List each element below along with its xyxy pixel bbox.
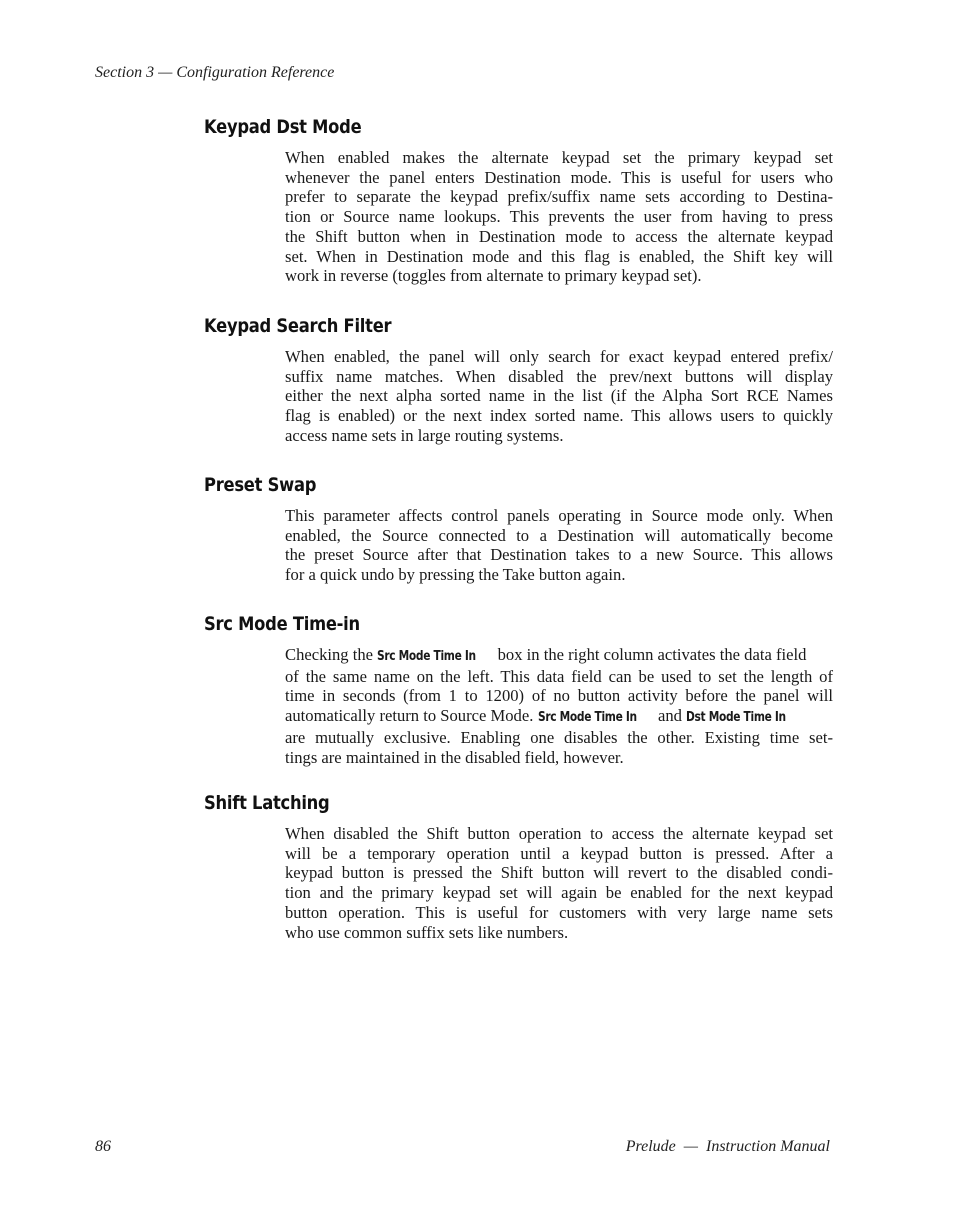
text-line: will be a temporary operation until a keypad button is pressed. After a — [285, 843, 833, 863]
heading-shift-latching: Shift Latching — [204, 792, 330, 814]
paragraph-shift-latching — [285, 824, 833, 942]
text-line: tion or Source name lookups. This prevents the user from having to press — [285, 207, 833, 227]
text-line: the Shift button when in Destination mode to access the alternate keypad — [285, 226, 833, 246]
text-line — [285, 706, 833, 728]
text-line: prefer to separate the keypad prefix/suffix name sets according to Destina- — [285, 187, 833, 207]
text-line: suffix name matches. When disabled the prev/next buttons will display — [285, 366, 833, 386]
paragraph-keypad-dst-mode — [285, 148, 833, 286]
text-fragment: box in the right column activates the data field — [497, 645, 807, 664]
paragraph-preset-swap — [285, 506, 833, 585]
text-line: tion and the primary keypad set will again be enabled for the next keypad — [285, 883, 833, 903]
text-line: enabled, the Source connected to a Destination will automatically become — [285, 525, 833, 545]
text-line: who use common suffix sets like numbers. — [285, 922, 569, 942]
text-line: work in reverse (toggles from alternate to primary keypad set). — [285, 266, 702, 286]
text-line: time in seconds (from 1 to 1200) of no button activity before the panel will — [285, 686, 833, 706]
text-line: When enabled, the panel will only search for exact keypad entered prefix/ — [285, 347, 833, 366]
heading-preset-swap: Preset Swap — [204, 474, 317, 496]
text-line: When disabled the Shift button operation to access the alternate keypad set — [285, 824, 833, 843]
text-line: tings are maintained in the disabled field, however. — [285, 747, 624, 767]
text-line: This parameter affects control panels operating in Source mode only. When — [285, 506, 833, 525]
text-line: access name sets in large routing systems. — [285, 425, 564, 445]
text-line: are mutually exclusive. Enabling one disables the other. Existing time set- — [285, 727, 833, 747]
text-line: whenever the panel enters Destination mode. This is useful for users who — [285, 167, 833, 187]
page-number: 86 — [95, 1138, 111, 1155]
text-line: the preset Source after that Destination takes to a new Source. This allows — [285, 545, 833, 565]
heading-keypad-search-filter: Keypad Search Filter — [204, 315, 392, 337]
paragraph-src-mode-time-in — [285, 645, 833, 767]
text-fragment: automatically return to Source Mode. — [285, 706, 534, 726]
text-fragment: and — [657, 706, 682, 726]
text-line: of the same name on the left. This data field can be used to set the length of — [285, 666, 833, 686]
heading-keypad-dst-mode: Keypad Dst Mode — [204, 116, 362, 138]
text-line: When enabled makes the alternate keypad set the primary keypad set — [285, 148, 833, 167]
text-line: keypad button is pressed the Shift button will revert to the disabled condi- — [285, 863, 833, 883]
text-line: for a quick undo by pressing the Take button again. — [285, 565, 626, 585]
text-line: either the next alpha sorted name in the list (if the Alpha Sort RCE Names — [285, 386, 833, 406]
paragraph-keypad-search-filter — [285, 347, 833, 446]
text-line — [285, 645, 833, 667]
text-fragment: Checking the — [285, 645, 374, 664]
heading-src-mode-time-in: Src Mode Time-in — [204, 613, 360, 635]
text-line: set. When in Destination mode and this flag is enabled, the Shift key will — [285, 246, 833, 266]
term-src-mode-time-in: Src Mode Time In — [377, 649, 476, 664]
text-line: button operation. This is useful for customers with very large name sets — [285, 902, 833, 922]
manual-title: Prelude — Instruction Manual — [625, 1138, 830, 1155]
running-header: Section 3 — Configuration Reference — [95, 64, 335, 81]
term-dst-mode-time-in: Dst Mode Time In — [686, 710, 786, 726]
text-line: flag is enabled) or the next index sorted name. This allows users to quickly — [285, 406, 833, 426]
term-src-mode-time-in: Src Mode Time In — [537, 710, 637, 726]
